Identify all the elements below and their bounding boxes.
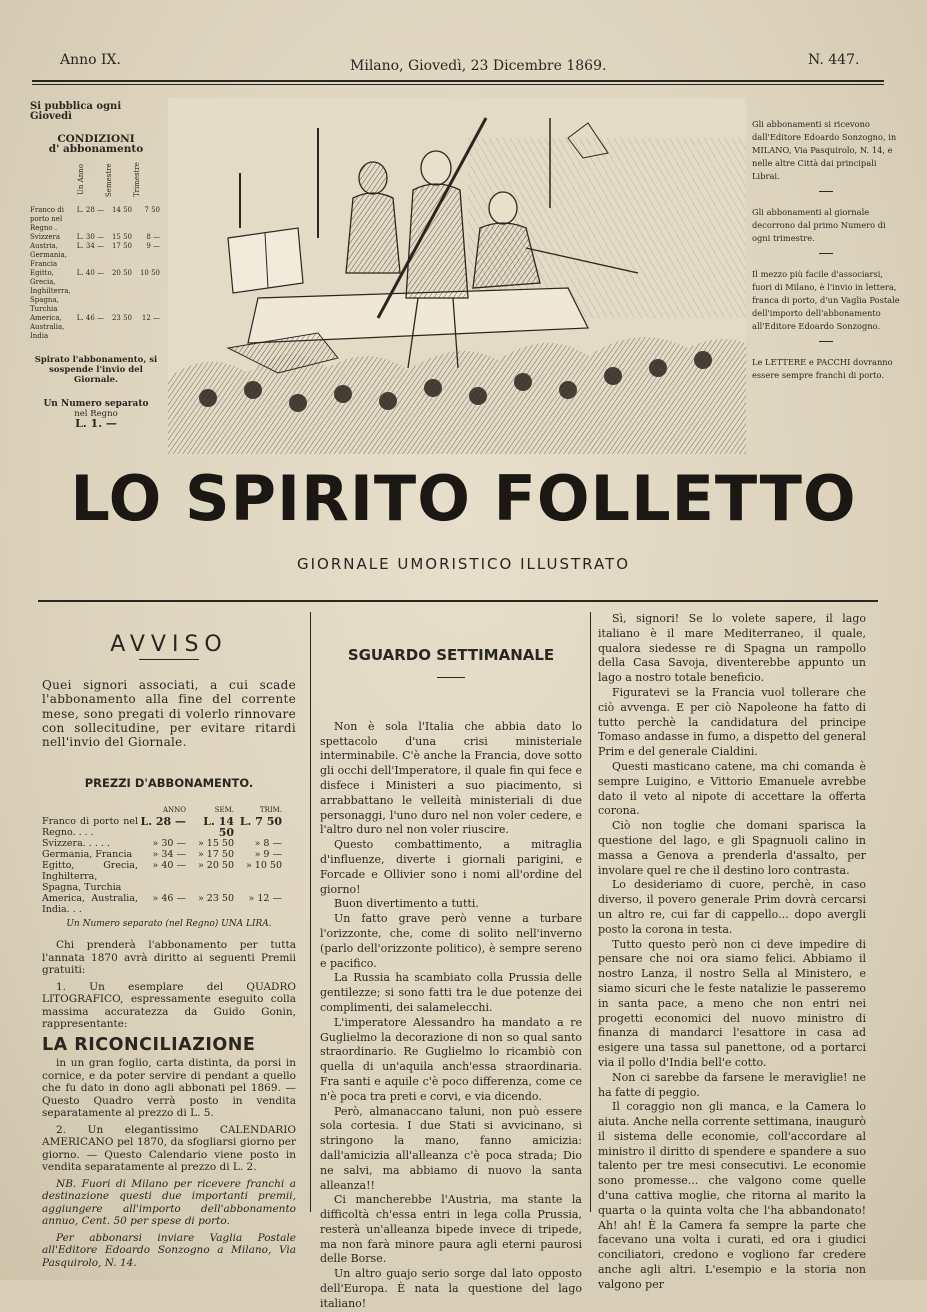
divider [819,341,833,342]
avviso-rule [139,659,199,660]
paragraph: L'imperatore Alessandro ha mandato a re Guglielmo la decorazione di non so qual santo straordinario. Re Guglielmo lo ricambiò con quella di un'aquila anch'essa straordinaria. Fra santi e aquile c'è poco differenza, come ce n'è poca tra preti e corvi, e via dicendo. [320,1015,582,1103]
newspaper-subtitle: GIORNALE UMORISTICO ILLUSTRATO [296,555,631,573]
expired-note: Spirato l'abbonamento, si sospende l'invio del Giornale. [34,355,158,385]
subscription-info [752,118,900,390]
paragraph: Buon divertimento a tutti. [334,897,479,911]
paragraph: Non è sola l'Italia che abbia dato lo spettacolo d'una crisi ministeriale interminabile. C'è anche la Francia, dove sotto gli occhi dell'Imperatore, il quale fin qui fece e disfece i Ministeri a suo piacimento, si arrabbattano le velleità ministeriali di due personaggi, l'uno duro nel non voler cedere, e l'altro duro nel non voler riuscire. [320,719,582,837]
conditions-table [30,206,162,341]
header-half: Semestre [105,163,113,197]
sguardo-rule [437,677,465,678]
paragraph: Figuratevi se la Francia vuol tollerare che ciò avvenga. E per ciò Napoleone ha fatto di tutto perchè la candidatura del principe Tomaso andasse in fumo, a dispetto del general Prim e del generale Cialdini. [598,685,866,759]
title-rule [38,600,878,602]
single-issue-label: Un Numero separato [43,399,149,409]
paragraph: Questi masticano catene, ma chi comanda è sempre Luigino, e Vittorio Emanuele avrebbe dato il veto al nipote di accettare la offerta corona. [598,759,866,818]
table-row: Svizzera. . . . . » 30 — » 15 50 » 8 — [42,837,282,849]
masthead-illustration [168,98,746,454]
table-row: Egitto, Grecia, Inghilterra, Spagna, Turchia L. 40 — 20 50 10 50 [30,269,160,313]
single-issue-price: L. 1. — [75,417,117,430]
single-issue-region: nel Regno [74,409,118,419]
table-row: Svizzera L. 30 — 15 50 8 — [30,233,160,241]
header-quarter: Trimestre [133,162,141,198]
subscription-footer: Per abbonarsi inviare Vaglia Postale all'Editore Edoardo Sonzogno a Milano, Via Pasquirolo, N. 14. [42,1231,296,1269]
table-row: Franco di porto nel Regno. . . . L. 28 — L. 14 50 L. 7 50 [42,814,282,839]
publication-day: Si pubblica ogni Giovedì [30,101,122,122]
newspaper-title: LO SPIRITO FOLLETTO [70,462,857,535]
subscription-conditions [30,102,162,429]
header-year: Un Anno [77,164,85,196]
table-row: America, Australia, India. . . » 46 — » 23 50 » 12 — [42,892,282,915]
paragraph: Un fatto grave però venne a turbare l'orizzonte, che, come di solito nell'inverno (parlo dell'orizzonte politico), è sempre sereno e pacifico. [320,912,582,970]
table-header: ANNO SEM. TRIM. [162,805,282,814]
table-row: Austria, Germania, Francia L. 34 — 17 50 9 — [30,242,160,268]
table-row: Egitto, Grecia, Inghilterra, Spagna, Turchia » 40 — » 20 50 » 10 50 [42,859,282,893]
column-divider [310,612,311,1212]
masthead-rule [32,80,884,82]
premio-1: 1. Un esemplare del QUADRO LITOGRAFICO, espressamente eseguito colla massima accuratezza da Guido Gonin, rappresentante: [42,980,296,1031]
premi-intro: Chi prenderà l'abbonamento per tutta l'annata 1870 avrà diritto ai seguenti Premii gratuiti: [42,939,296,977]
avviso-heading: AVVISO [110,632,228,657]
paragraph: Il coraggio non gli manca, e la Camera lo aiuta. Anche nella corrente settimana, inaugurò il sistema delle economie, coll'accordare al ministro il diritto di spendere e spandere a suo talento per tre mesi consecutivi. Le economie sono promesse... che valgono come quelle d'una cattiva moglie, che ritorna al marito la quarta o la quinta volta che l'ha abbandonato! Ah! ah! È la Camera fa sempre la parte che facevano una volta i curati, ed ora i giudici conciliatori, credono e vogliono far credere anche agli altri. L'esempio e la storia non valgono per [598,1100,866,1291]
conditions-subheading: d' abbonamento [48,143,144,155]
paragraph: La Russia ha scambiato colla Prussia delle gentilezze; si sono fatti tra le due potenze dei complimenti, dei salamelecchi. [320,971,582,1014]
avviso-text: Quei signori associati, a cui scade l'abbonamento alla fine del corrente mese, sono pregati di volerlo rinnovare con sollecitudine, per evitare ritardi nell'invio del Giornale. [42,677,296,750]
paragraph: Sì, signori! Se lo volete sapere, il lago italiano è il mare Mediterraneo, il quale, qualora siedesse re di Spagna un rampollo della Casa Savoja, diventerebbe appunto un lago a nostro totale beneficio. [598,612,866,685]
paragraph: Tutto questo però non ci deve impedire di pensare che noi ora siamo felici. Abbiamo il nostro Lanza, il nostro Sella al Ministero, e siamo sicuri che le feste natalizie le passeremo in santa pace, a meno che non entri nei progetti economici del nuovo ministro di finanza di mandarci l'esattore in casa ad esigere una tassa sul panettone, od a portarci via il pollo d'India bell'e cotto. [598,937,866,1069]
continuation-column [598,612,866,1293]
sguardo-column [320,630,582,1312]
conditions-heading: CONDIZIONI [57,133,135,145]
table-row: Franco di porto nel Regno . L. 28 — 14 50 7 50 [30,206,160,232]
single-issue-note: Un Numero separato (nel Regno) UNA LIRA. [66,918,272,929]
masthead-rule-thin [32,84,884,85]
table-row: Germania, Francia » 34 — » 17 50 » 9 — [42,848,282,860]
nb-note: NB. Fuori di Milano per ricevere franchi a destinazione questi due importanti premii, aggiungere all'importo dell'abbonamento annuo, Cent. 50 per spese di porto. [42,1177,296,1228]
avviso-column [42,634,296,1273]
dateline: Milano, Giovedì, 23 Dicembre 1869. [350,58,607,74]
sguardo-heading: SGUARDO SETTIMANALE [347,646,555,664]
info-letters: Le LETTERE e PACCHI dovranno essere sempre franchi di porto. [752,357,893,380]
paragraph: Un altro guajo serio sorge dal lato opposto dell'Europa. È nata la questione del lago italiano! [320,1267,582,1310]
divider [819,253,833,254]
paragraph: Ci mancherebbe l'Austria, ma stante la difficoltà ch'essa entri in lega colla Prussia, resterà un'alleanza bipede invece di tripede, ma non farà minore paura agli eterni paurosi delle Borse. [320,1193,582,1266]
divider [819,191,833,192]
prices-heading: PREZZI D'ABBONAMENTO. [84,775,254,790]
premio-1-description: in un gran foglio, carta distinta, da porsi in cornice, e da poter servire di pendant a quello che fu dato in dono agli abbonati pel 1869. — Questo Quadro verrà posto in vendita separatamente al prezzo di L. 5. [42,1057,296,1120]
paragraph: Lo desideriamo di cuore, perchè, in caso diverso, il povero generale Prim dovrà cercarsi un altro re, cui far di cappello... dopo avergli posto la corona in testa. [598,878,866,936]
info-start: Gli abbonamenti al giornale decorrono dal primo Numero di ogni trimestre. [752,207,886,243]
conditions-headers [30,160,162,200]
column-divider [590,612,591,1212]
paragraph: Ciò non toglie che domani sparisca la questione del lago, e gli Spagnuoli calino in massa a Genova a prenderla d'assalto, per involare quel re che il destino loro contrasta. [598,819,866,877]
premio-2: 2. Un elegantissimo CALENDARIO AMERICANO pel 1870, da sfogliarsi giorno per giorno. — Questo Calendario viene posto in vendita separatamente al prezzo di L. 2. [42,1123,296,1174]
riconciliazione-title: LA RICONCILIAZIONE [42,1034,256,1055]
paragraph: Però, almanaccano taluni, non può essere sola cortesia. I due Stati si avvicinano, si stringono la mano, fanno amicizia: dall'amicizia all'alleanza c'è poca strada; Dio ne salvi, ma abbiamo di nuovo la santa alleanza!! [320,1104,582,1192]
table-row: America, Australia, India L. 46 — 23 50 12 — [30,314,160,340]
prices-table [42,805,296,915]
info-subscriptions: Gli abbonamenti si ricevono dall'Editore Edoardo Sonzogno, in MILANO, Via Pasquirolo, N. 14, e nelle altre Città dai principali Librai. [752,119,897,181]
paragraph: Questo combattimento, a mitraglia d'influenze, diverte i giornali parigini, e Forcade e Ollivier sono i nomi all'ordine del giorno! [320,838,582,896]
paragraph: Non ci sarebbe da farsene le meraviglie! ne ha fatte di peggio. [598,1070,866,1099]
issue-number: N. 447. [808,52,860,68]
premi-section [42,939,296,1269]
anno-label: Anno IX. [60,52,121,68]
info-payment: Il mezzo più facile d'associarsi, fuori di Milano, è l'invio in lettera, franca di porto, d'un Vaglia Postale dell'importo dell'abbonamento all'Editore Edoardo Sonzogno. [752,269,900,331]
